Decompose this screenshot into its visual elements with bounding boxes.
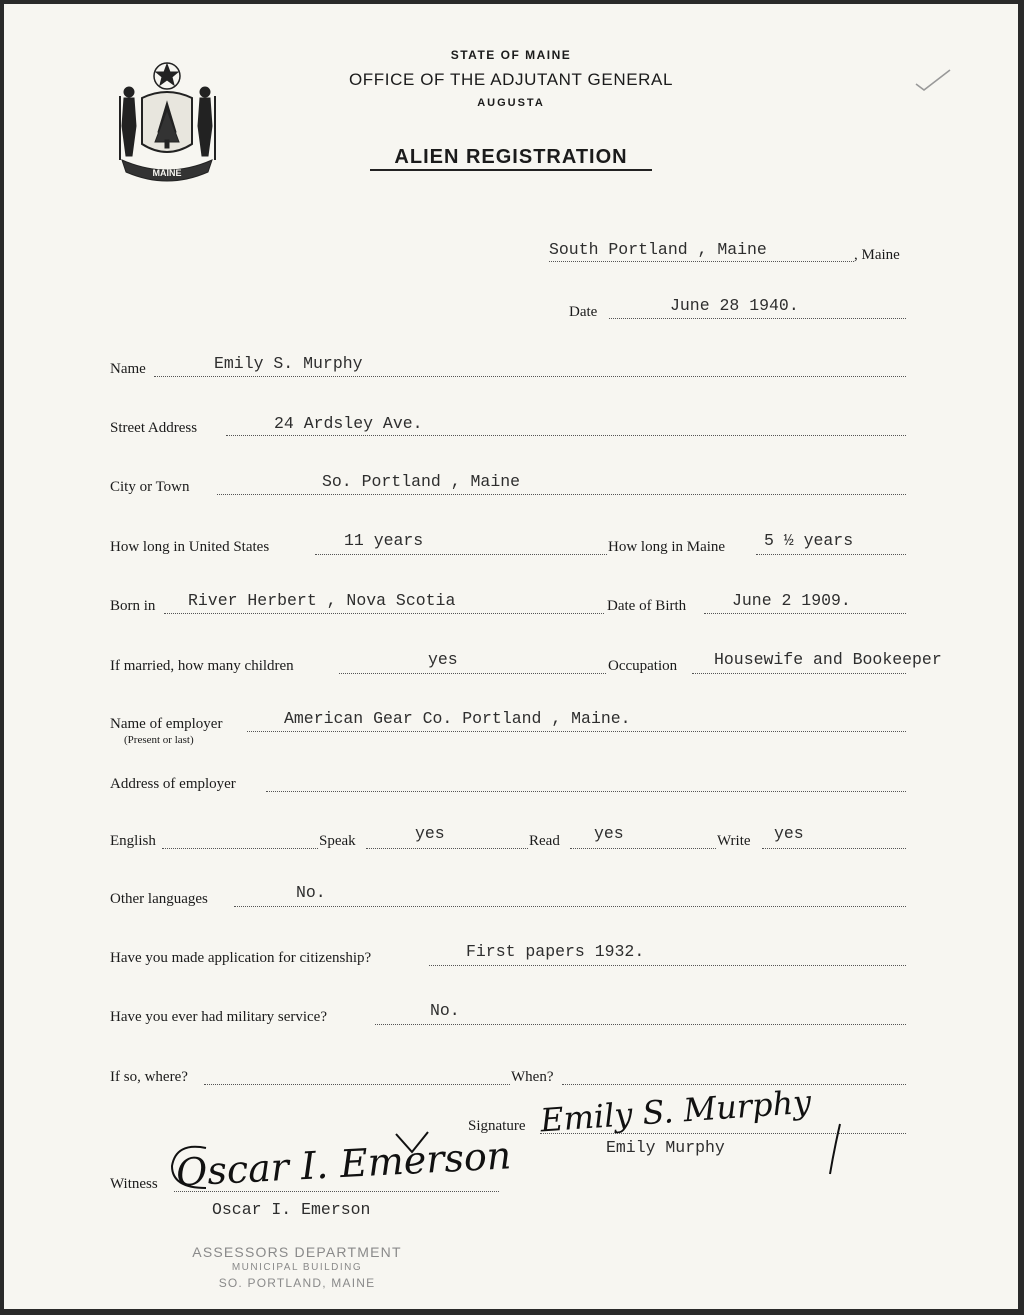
military-value: No. bbox=[430, 1001, 460, 1020]
signature-label: Signature bbox=[468, 1118, 526, 1134]
city-label: City or Town bbox=[110, 479, 190, 495]
employer-label: Name of employer bbox=[110, 716, 223, 732]
speak-value: yes bbox=[415, 824, 445, 843]
signature-handwritten: Emily S. Murphy bbox=[539, 1082, 813, 1140]
read-value: yes bbox=[594, 824, 624, 843]
street-value: 24 Ardsley Ave. bbox=[274, 414, 423, 433]
name-label: Name bbox=[110, 361, 146, 377]
write-label: Write bbox=[717, 833, 751, 849]
seal-text: MAINE bbox=[152, 168, 182, 178]
registration-form bbox=[4, 4, 1018, 1309]
title-underline bbox=[370, 169, 652, 171]
write-value: yes bbox=[774, 824, 804, 843]
form-title: ALIEN REGISTRATION bbox=[394, 146, 628, 168]
occupation-value: Housewife and Bookeeper bbox=[714, 650, 942, 669]
us-time-label: How long in United States bbox=[110, 539, 270, 555]
city-value: So. Portland , Maine bbox=[322, 472, 521, 491]
children-value: yes bbox=[428, 650, 458, 669]
other-languages-label: Other languages bbox=[110, 891, 208, 907]
employer-value: American Gear Co. Portland , Maine. bbox=[284, 709, 631, 728]
dob-label: Date of Birth bbox=[607, 598, 687, 614]
where-label: If so, where? bbox=[110, 1069, 188, 1085]
place-value: South Portland , Maine bbox=[549, 240, 767, 259]
name-value: Emily S. Murphy bbox=[214, 354, 363, 373]
other-languages-value: No. bbox=[296, 883, 326, 902]
dob-value: June 2 1909. bbox=[732, 591, 851, 610]
children-label: If married, how many children bbox=[110, 658, 294, 674]
occupation-label: Occupation bbox=[608, 658, 678, 674]
english-label: English bbox=[110, 833, 156, 849]
signature-typed: Emily Murphy bbox=[606, 1138, 725, 1157]
employer-sublabel: (Present or last) bbox=[124, 734, 194, 746]
witness-handwritten: Oscar I. Emerson bbox=[175, 1133, 513, 1195]
born-value: River Herbert , Nova Scotia bbox=[188, 591, 456, 610]
employer-address-label: Address of employer bbox=[110, 776, 236, 792]
military-label: Have you ever had military service? bbox=[110, 1009, 327, 1025]
maine-time-value: 5 ½ years bbox=[764, 531, 854, 550]
witness-typed: Oscar I. Emerson bbox=[212, 1200, 371, 1219]
born-label: Born in bbox=[110, 598, 156, 614]
when-label: When? bbox=[511, 1069, 554, 1085]
city-heading: AUGUSTA bbox=[477, 97, 545, 109]
maine-time-label: How long in Maine bbox=[608, 539, 726, 555]
us-time-value: 11 years bbox=[344, 531, 424, 550]
speak-label: Speak bbox=[319, 833, 356, 849]
stamp-line-3: SO. PORTLAND, MAINE bbox=[218, 1276, 376, 1290]
citizenship-value: First papers 1932. bbox=[466, 942, 645, 961]
citizenship-label: Have you made application for citizenship? bbox=[110, 950, 372, 966]
stamp-line-2: MUNICIPAL BUILDING bbox=[231, 1262, 363, 1273]
state-heading: STATE OF MAINE bbox=[450, 48, 572, 62]
witness-flourish-icon bbox=[166, 1128, 446, 1208]
date-label: Date bbox=[569, 304, 598, 320]
witness-label: Witness bbox=[110, 1176, 158, 1192]
stamp-line-1: ASSESSORS DEPARTMENT bbox=[192, 1244, 402, 1260]
signature-flourish-icon bbox=[822, 1122, 846, 1176]
date-value: June 28 1940. bbox=[670, 296, 799, 315]
street-label: Street Address bbox=[110, 420, 198, 436]
read-label: Read bbox=[529, 833, 560, 849]
place-suffix: , Maine bbox=[854, 247, 900, 263]
office-heading: OFFICE OF THE ADJUTANT GENERAL bbox=[348, 70, 674, 89]
